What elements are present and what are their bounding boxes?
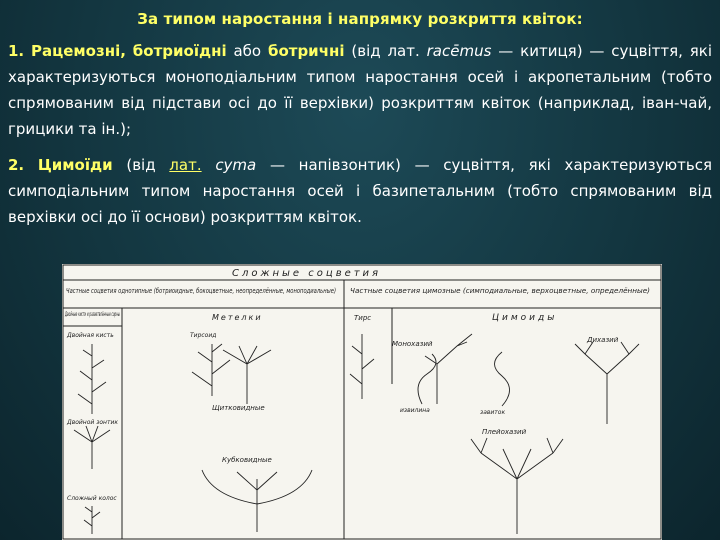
sketch-thyrse-right <box>350 334 374 399</box>
label-pleiochasium: Плейохазий <box>482 428 527 436</box>
label-thyrsoid: Тирсоид <box>190 332 217 339</box>
label-complex-spike: Сложный колос <box>67 495 117 502</box>
sketch-thyrsoid <box>192 344 230 396</box>
label-compound-corymb: Щитковидные <box>212 404 265 412</box>
p1-latin: racēmus <box>426 42 492 60</box>
diagram-left-sub: Двойные кисти и разветвлённые сорны <box>64 311 121 318</box>
p1-term-botric: ботричні <box>267 42 345 60</box>
diagram-left-header: Частные соцветия однотипные (ботриоидные, бокоцветные, неопределённые, моноподиальные) <box>66 287 337 295</box>
paragraph-cymoid <box>8 152 712 230</box>
sketch-corymb <box>223 346 271 404</box>
label-anthela: Кубковидные <box>222 456 272 464</box>
p1-open: (від лат. <box>351 42 420 60</box>
p1-term-racemose: Рацемозні <box>31 42 121 60</box>
paragraph-racemose <box>8 38 712 142</box>
slide-title: За типом наростання і напрямку розкриття квіток: <box>137 10 583 28</box>
p1-or: або <box>233 42 262 60</box>
sketch-complex-spike <box>84 506 100 534</box>
p2-lat-link[interactable]: лат. <box>169 156 202 174</box>
sketch-cincinnus <box>495 352 510 406</box>
diagram-header: Сложные соцветия <box>232 268 382 279</box>
p2-open: (від <box>126 156 156 174</box>
p2-rest: — напівзонтик) — суцвіття, які характеризуються симподіальним типом наростання осей і базипетальним (тобто спрямованим від верхівки осі до її основи) розкриттям квіток. <box>8 156 712 226</box>
label-cincinnus: завиток <box>480 409 506 416</box>
sketch-anthela <box>202 470 312 532</box>
inflorescence-diagram <box>62 264 662 540</box>
diagram-right-header: Частные соцветия цимозные (симподиальные, верхоцветные, определённые) <box>350 287 651 295</box>
label-dichasium: Дихазий <box>587 336 619 344</box>
label-double-umbel: Двойной зонтик <box>67 419 118 426</box>
label-double-raceme: Двойная кисть <box>67 332 114 339</box>
p2-latin: cyma <box>215 156 257 174</box>
p1-rest: — китиця) — суцвіття, які характеризуються моноподіальним типом наростання осей і акропетальним (тобто спрямованим від підстави осі до її верхівки) розкриттям квіток (наприклад, іван-чай, грицики та ін.); <box>8 42 712 138</box>
p1-number: 1. <box>8 42 25 60</box>
label-monochasium: Монохазий <box>392 340 433 348</box>
sketch-double-raceme <box>78 344 106 414</box>
p1-term-botryoid: ботриоїдні <box>132 42 227 60</box>
diagram-cymoids: Цимоиды <box>492 313 558 323</box>
p1-comma: , <box>120 42 126 60</box>
sketch-pleiochasium <box>471 438 563 534</box>
diagram-panicles: Метелки <box>212 313 263 322</box>
sketch-dichasium <box>575 342 639 424</box>
p2-term-cymoid: Цимоїди <box>37 156 113 174</box>
sketch-double-umbel <box>74 426 110 469</box>
diagram-thyrse: Тирс <box>354 314 372 322</box>
p2-number: 2. <box>8 156 25 174</box>
label-bostryx: извилина <box>400 407 430 414</box>
